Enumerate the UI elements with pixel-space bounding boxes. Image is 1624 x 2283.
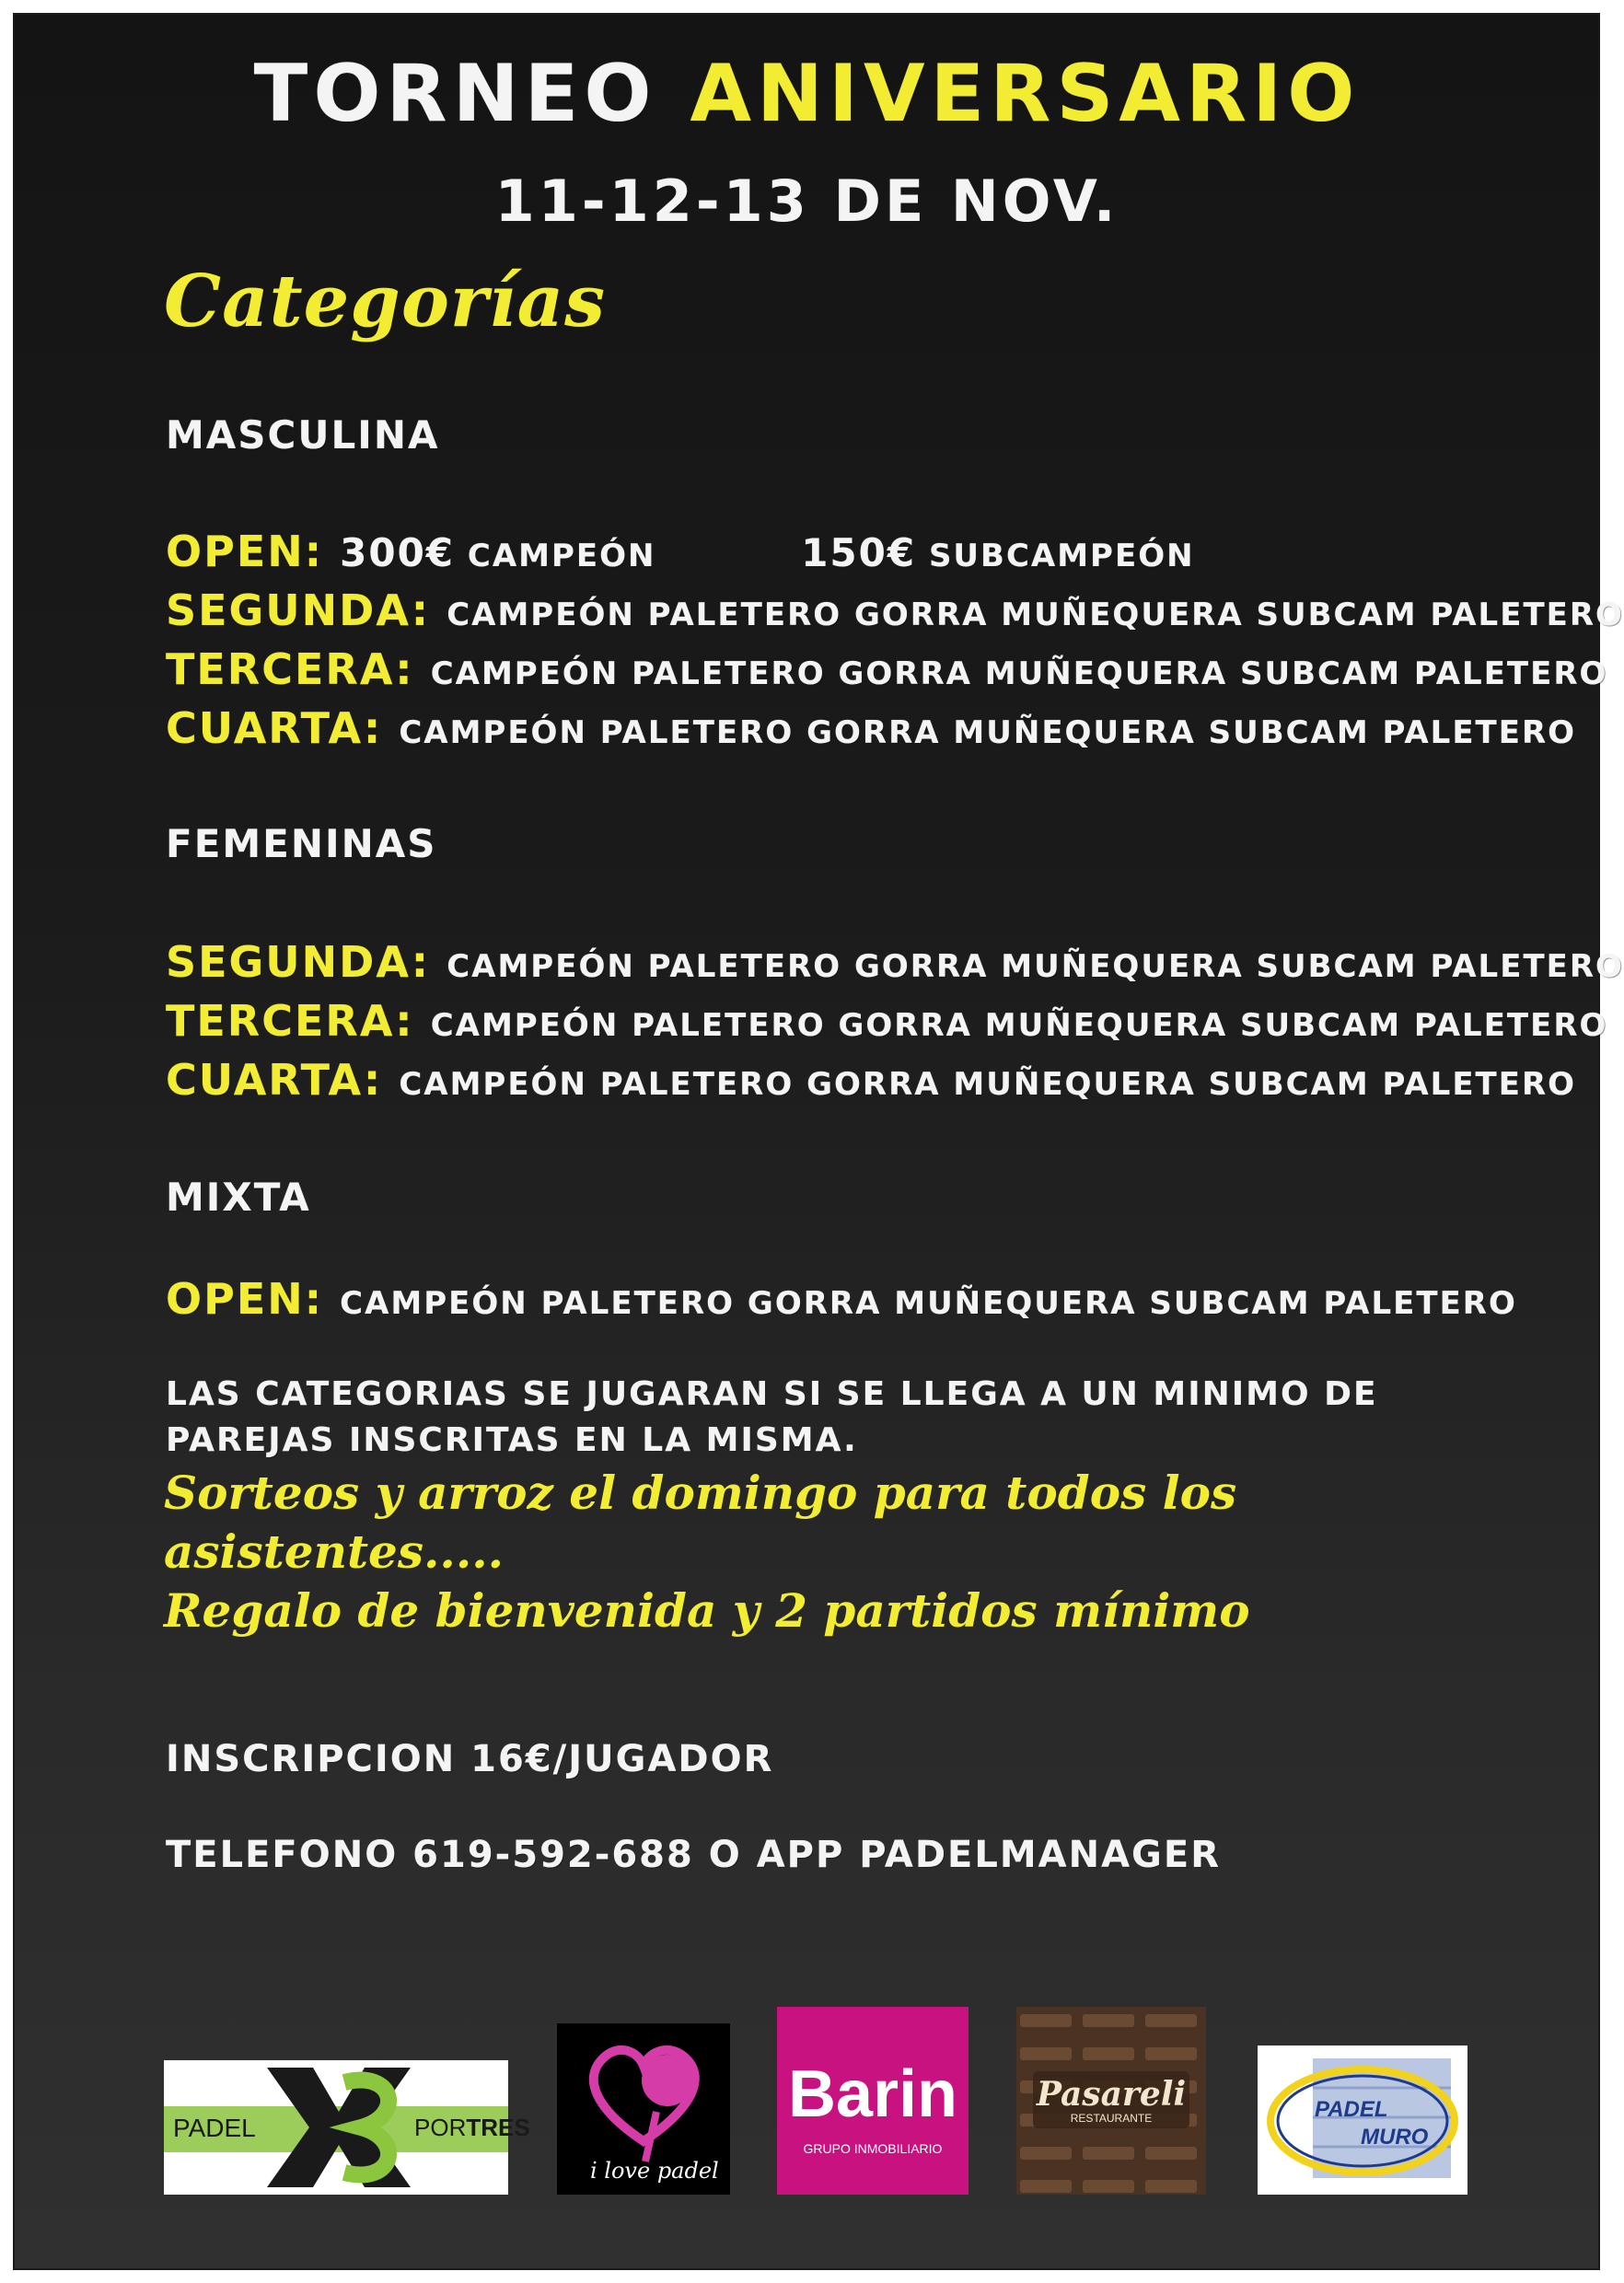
logo-text-por: POR bbox=[414, 2114, 467, 2141]
title-part-aniversario: ANIVERSARIO bbox=[690, 48, 1361, 140]
masculina-segunda-row bbox=[166, 585, 1624, 635]
pasareli-logo bbox=[1016, 2007, 1206, 2195]
padel-muro-logo bbox=[1258, 2045, 1467, 2195]
row-label: SEGUNDA: bbox=[166, 937, 431, 987]
contact-phone: TELEFONO 619-592-688 O APP PADELMANAGER bbox=[166, 1834, 1221, 1876]
prize-text-1: CAMPEÓN bbox=[467, 538, 656, 574]
row-prizes: CAMPEÓN PALETERO GORRA MUÑEQUERA SUBCAM PALETERO bbox=[340, 1285, 1517, 1322]
row-label: TERCERA: bbox=[166, 644, 414, 694]
section-mixta-heading: MIXTA bbox=[166, 1175, 311, 1220]
row-prizes: CAMPEÓN PALETERO GORRA MUÑEQUERA SUBCAM PALETERO bbox=[430, 1007, 1608, 1044]
logo-text-tres: TRES bbox=[466, 2114, 530, 2141]
logo-text-padel: PADEL bbox=[173, 2114, 256, 2142]
extras-text bbox=[164, 1464, 1250, 1640]
row-label: CUARTA: bbox=[166, 703, 383, 753]
padel-xportres-logo bbox=[164, 2060, 530, 2195]
row-prizes: CAMPEÓN PALETERO GORRA MUÑEQUERA SUBCAM PALETERO bbox=[447, 597, 1624, 633]
prize-amount-1: 300€ bbox=[340, 530, 456, 575]
masculina-tercera-row bbox=[166, 644, 1607, 694]
barin-logo bbox=[777, 2007, 969, 2195]
logo-text-muro: MURO bbox=[1361, 2125, 1429, 2150]
row-prizes: CAMPEÓN PALETERO GORRA MUÑEQUERA SUBCAM PALETERO bbox=[399, 714, 1577, 751]
row-label: OPEN: bbox=[166, 527, 324, 576]
extras-line-2: asistentes..... bbox=[164, 1524, 505, 1579]
logo-text-grupo-inmobiliario: GRUPO INMOBILIARIO bbox=[803, 2141, 943, 2156]
femeninas-segunda-row bbox=[166, 937, 1624, 987]
row-prizes: CAMPEÓN PALETERO GORRA MUÑEQUERA SUBCAM PALETERO bbox=[399, 1066, 1577, 1103]
row-label: OPEN: bbox=[166, 1274, 324, 1324]
logo-text-ilovepadel: i love padel bbox=[590, 2158, 719, 2184]
page-title bbox=[0, 48, 1614, 140]
prize-text-2: SUBCAMPEÓN bbox=[928, 538, 1195, 574]
row-label: SEGUNDA: bbox=[166, 585, 431, 635]
logo-text-portres bbox=[414, 2114, 530, 2142]
logo-text-padel: PADEL bbox=[1315, 2097, 1388, 2122]
row-label: CUARTA: bbox=[166, 1055, 383, 1105]
logo-text-barin: Barin bbox=[787, 2057, 958, 2131]
notice-line-2: PAREJAS INSCRITAS EN LA MISMA. bbox=[166, 1421, 858, 1459]
notice-line-1: LAS CATEGORIAS SE JUGARAN SI SE LLEGA A UN MINIMO DE bbox=[166, 1375, 1378, 1413]
event-dates: 11-12-13 DE NOV. bbox=[494, 168, 1119, 235]
row-label: TERCERA: bbox=[166, 996, 414, 1046]
masculina-cuarta-row bbox=[166, 703, 1576, 753]
section-masculina-heading: MASCULINA bbox=[166, 412, 440, 458]
ilovepadel-logo bbox=[557, 2023, 730, 2195]
title-part-torneo: TORNEO bbox=[253, 48, 657, 140]
masculina-open-row bbox=[166, 527, 1195, 576]
logo-text-restaurante: RESTAURANTE bbox=[1070, 2112, 1153, 2125]
section-femeninas-heading: FEMENINAS bbox=[166, 821, 437, 866]
minimum-pairs-notice bbox=[166, 1372, 1378, 1464]
femeninas-cuarta-row bbox=[166, 1055, 1576, 1105]
mixta-open-row bbox=[166, 1274, 1517, 1324]
chalkboard-background bbox=[15, 15, 1598, 2268]
row-prizes: CAMPEÓN PALETERO GORRA MUÑEQUERA SUBCAM PALETERO bbox=[447, 948, 1624, 985]
inscription-fee: INSCRIPCION 16€/JUGADOR bbox=[166, 1738, 774, 1780]
prize-amount-2: 150€ bbox=[801, 530, 917, 575]
row-prizes: CAMPEÓN PALETERO GORRA MUÑEQUERA SUBCAM PALETERO bbox=[430, 655, 1608, 692]
extras-line-3: Regalo de bienvenida y 2 partidos mínimo bbox=[164, 1583, 1250, 1638]
categories-heading: Categorías bbox=[164, 260, 607, 343]
logo-text-pasareli: Pasareli bbox=[1036, 2075, 1187, 2114]
femeninas-tercera-row bbox=[166, 996, 1607, 1046]
extras-line-1: Sorteos y arroz el domingo para todos los bbox=[164, 1466, 1237, 1520]
